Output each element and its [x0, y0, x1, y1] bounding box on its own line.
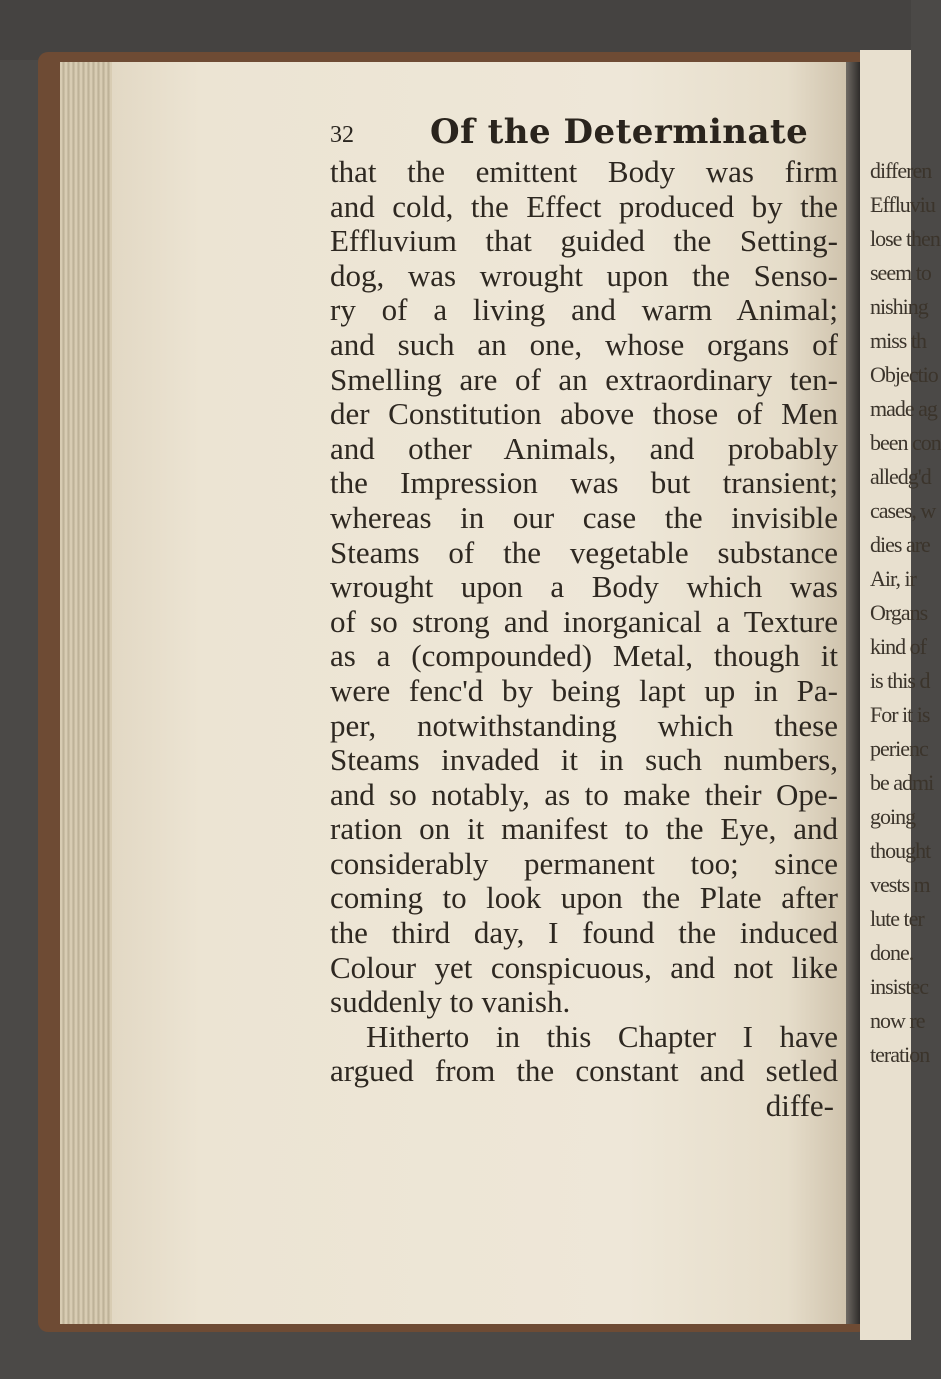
- facing-line: kind of: [870, 634, 926, 659]
- facing-line: lose then: [870, 226, 940, 251]
- page-number: 32: [330, 122, 354, 148]
- facing-line: done.: [870, 940, 914, 965]
- facing-line: seem to: [870, 260, 931, 285]
- text-line: Smelling are of an extraordinary ten-: [330, 361, 838, 397]
- facing-line: thought: [870, 838, 931, 863]
- text-line: that the emittent Body was firm: [330, 154, 838, 189]
- facing-line: Objectio: [870, 362, 938, 387]
- facing-line: For it is: [870, 702, 930, 727]
- facing-line: be admi: [870, 770, 934, 795]
- catchword: diffe-: [765, 1088, 834, 1124]
- text-line: were fenc'd by being lapt up in Pa-: [330, 672, 838, 708]
- text-line: suddenly to vanish.: [330, 984, 571, 1020]
- facing-line: now re: [870, 1008, 925, 1033]
- facing-line: Effluviu: [870, 192, 935, 217]
- facing-line: is this d: [870, 668, 930, 693]
- text-line: of so strong and inorganical a Texture: [330, 603, 838, 639]
- facing-line: differen: [870, 158, 932, 183]
- text-line: der Constitution above those of Men: [330, 396, 838, 432]
- facing-line: perienc: [870, 736, 928, 761]
- text-line: ry of a living and warm Animal;: [330, 292, 838, 328]
- facing-line: miss th: [870, 328, 926, 353]
- text-line: Hitherto in this Chapter I have: [366, 1018, 838, 1054]
- body-text: [330, 155, 838, 1124]
- scan-background: [0, 0, 911, 60]
- text-line: Steams invaded it in such numbers,: [330, 742, 838, 778]
- text-line: the third day, I found the induced: [330, 915, 838, 951]
- running-head: Of the Determinate: [430, 112, 809, 152]
- text-line: and such an one, whose organs of: [330, 326, 838, 362]
- facing-line: insistec: [870, 974, 928, 999]
- facing-line: nishing: [870, 294, 928, 319]
- facing-line: teration: [870, 1042, 930, 1067]
- facing-line: made ag: [870, 396, 937, 421]
- facing-line: lute ter: [870, 906, 924, 931]
- facing-line: Air, ir: [870, 566, 916, 591]
- text-line: Effluvium that guided the Setting-: [330, 223, 838, 259]
- text-line: ration on it manifest to the Eye, and: [330, 811, 838, 847]
- text-line: as a (compounded) Metal, though it: [330, 638, 838, 674]
- text-line: and so notably, as to make their Ope-: [330, 776, 838, 812]
- text-line: whereas in our case the invisible: [330, 499, 838, 535]
- facing-line: vests m: [870, 872, 930, 897]
- page-header: [330, 108, 830, 152]
- text-line: considerably permanent too; since: [330, 845, 838, 881]
- text-line: per, notwithstanding which these: [330, 707, 838, 743]
- text-line: coming to look upon the Plate after: [330, 880, 838, 916]
- text-line: dog, was wrought upon the Senso-: [330, 257, 838, 293]
- facing-line: been con: [870, 430, 941, 455]
- facing-line: going: [870, 804, 916, 829]
- facing-line: cases, w: [870, 498, 936, 523]
- facing-line: alledg'd: [870, 464, 931, 489]
- text-line: and other Animals, and probably: [330, 430, 838, 466]
- text-line: and cold, the Effect produced by the: [330, 188, 838, 224]
- text-line: Steams of the vegetable substance: [330, 534, 838, 570]
- text-line: Colour yet conspicuous, and not like: [330, 949, 838, 985]
- text-line: the Impression was but transient;: [330, 465, 838, 501]
- book-gutter: [846, 62, 860, 1324]
- text-line: argued from the constant and setled: [330, 1053, 838, 1089]
- text-line: wrought upon a Body which was: [330, 569, 838, 605]
- facing-line: Organs: [870, 600, 928, 625]
- facing-page: [860, 50, 941, 1340]
- facing-line: dies are: [870, 532, 930, 557]
